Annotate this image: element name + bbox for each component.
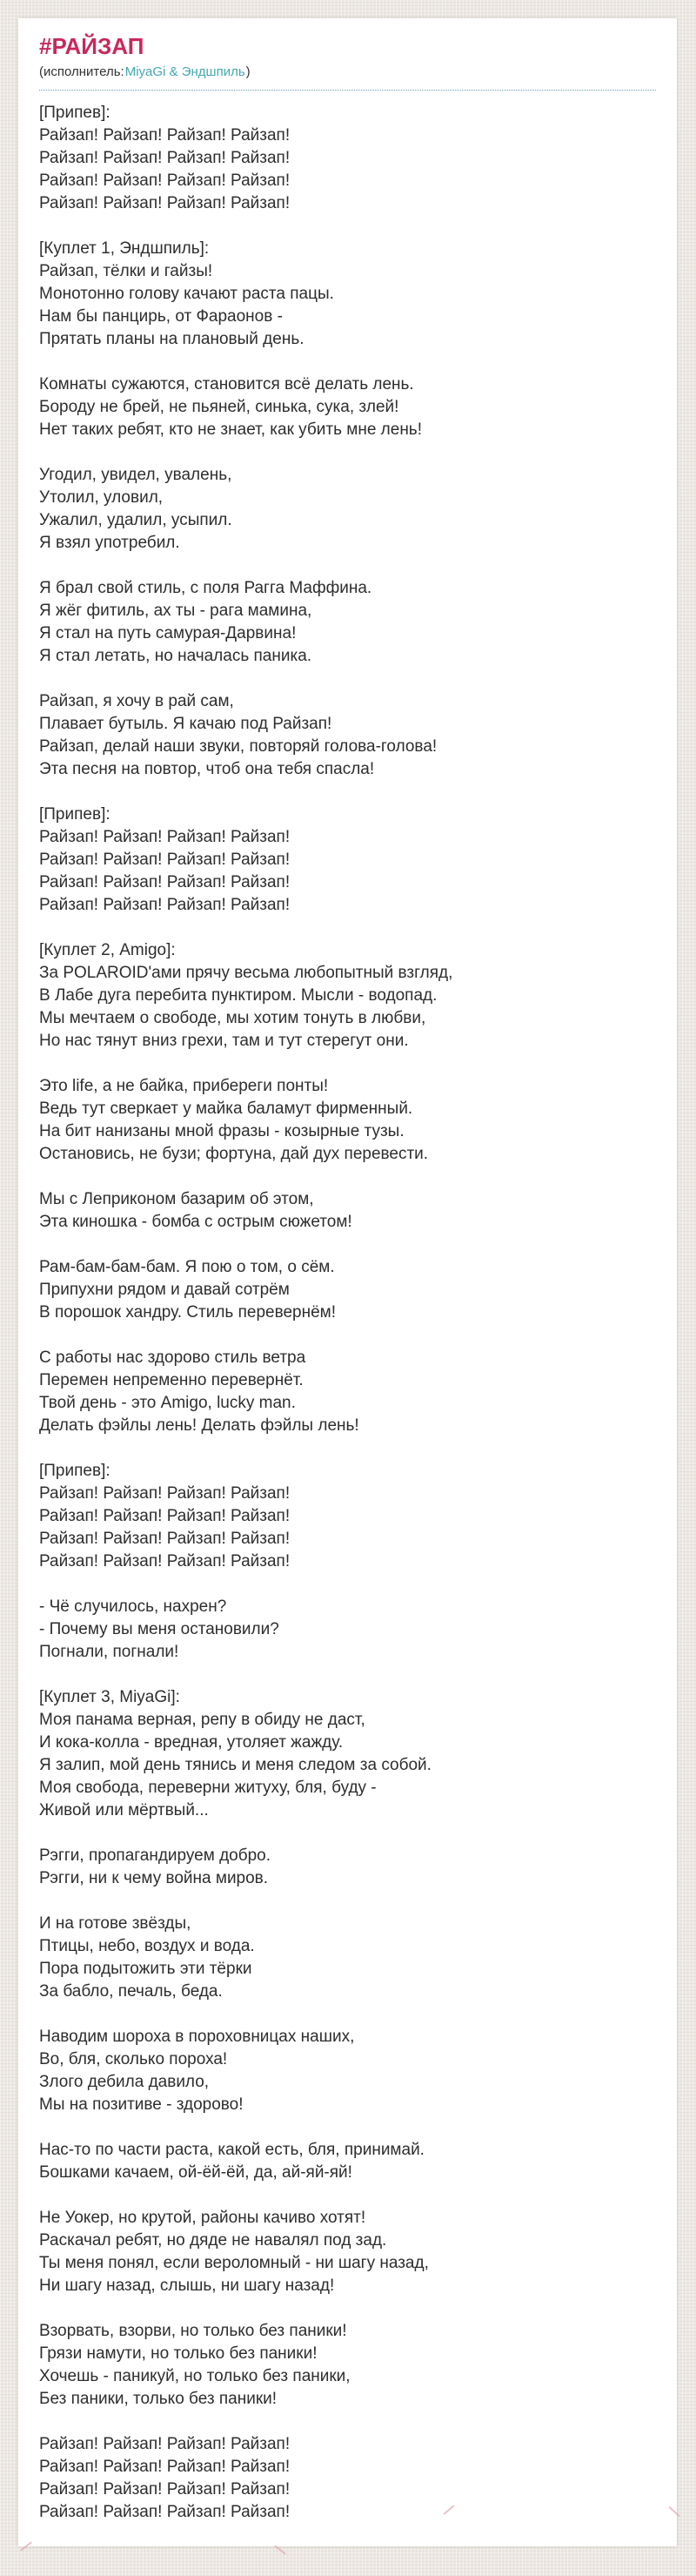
stanza	[39, 2139, 656, 2184]
lyric-line: Я брал свой стиль, с поля Рагга Маффина.	[39, 579, 372, 597]
stanza	[39, 373, 656, 441]
stanza	[39, 464, 656, 555]
lyric-line: Наводим шороха в пороховницах наших,	[39, 2028, 355, 2046]
lyric-line: Рэгги, пропагандируем добро.	[39, 1846, 271, 1865]
lyric-line: Живой или мёртвый...	[39, 1801, 209, 1819]
lyric-line: Злого дебила давило,	[39, 2073, 210, 2091]
lyric-line: Раскачал ребят, но дяде не навалял под зад.	[39, 2231, 387, 2250]
lyric-line: Я жёг фитиль, ах ты - рага мамина,	[39, 602, 312, 620]
lyric-line: Припухни рядом и давай сотрём	[39, 1281, 290, 1299]
lyric-line: Райзап! Райзап! Райзап! Райзап!	[39, 851, 291, 869]
stanza	[39, 2026, 656, 2116]
lyric-line: Остановись, не бузи; фортуна, дай дух перевести.	[39, 1145, 429, 1163]
artist-line	[39, 64, 656, 81]
lyric-line: Нет таких ребят, кто не знает, как убить мне лень!	[39, 420, 422, 439]
lyric-line: Райзап! Райзап! Райзап! Райзап!	[39, 1530, 291, 1548]
lyric-line: Райзап! Райзап! Райзап! Райзап!	[39, 1507, 291, 1525]
lyric-line: Нас-то по части раста, какой есть, бля, принимай.	[39, 2141, 425, 2159]
lyrics-text	[39, 102, 656, 2524]
lyric-line: [Припев]:	[39, 805, 110, 824]
lyric-line: С работы нас здорово стиль ветра	[39, 1349, 306, 1367]
stanza	[39, 577, 656, 668]
stanza	[39, 1188, 656, 1234]
lyric-line: Ужалил, удалил, усыпил.	[39, 511, 232, 529]
lyric-line: - Почему вы меня остановили?	[39, 1620, 279, 1638]
stanza	[39, 2433, 656, 2524]
lyric-line: Птицы, небо, воздух и вода.	[39, 1937, 255, 1955]
lyrics-card	[18, 18, 677, 2546]
lyric-line: Но нас тянут вниз грехи, там и тут стерегут они.	[39, 1032, 409, 1050]
lyric-line: Райзап! Райзап! Райзап! Райзап!	[39, 2503, 291, 2521]
lyric-line: Райзап, я хочу в рай сам,	[39, 692, 234, 710]
lyric-line: Бошками качаем, ой-ёй-ёй, да, ай-яй-яй!	[39, 2163, 352, 2182]
lyric-line: Бороду не брей, не пьяней, синька, сука, злей!	[39, 398, 399, 416]
lyric-line: Ты меня понял, если вероломный - ни шагу назад,	[39, 2254, 429, 2272]
texture-thread-mark	[274, 2545, 286, 2554]
lyric-line: [Припев]:	[39, 1462, 110, 1480]
lyric-line: Рам-бам-бам-бам. Я пою о том, о сём.	[39, 1258, 335, 1276]
lyric-line: Без паники, только без паники!	[39, 2390, 278, 2408]
lyric-line: Райзап! Райзап! Райзап! Райзап!	[39, 126, 291, 145]
lyric-line: Я залип, мой день тянись и меня следом за собой.	[39, 1756, 432, 1774]
lyric-line: Прятать планы на плановый день.	[39, 330, 304, 348]
lyric-line: И кока-колла - вредная, утоляет жажду.	[39, 1733, 344, 1752]
lyric-line: Взорвать, взорви, но только без паники!	[39, 2322, 347, 2340]
lyric-line: Райзап! Райзап! Райзап! Райзап!	[39, 1484, 291, 1503]
lyric-line: На бит нанизаны мной фразы - козырные тузы.	[39, 1122, 405, 1140]
stanza	[39, 804, 656, 917]
lyric-line: Утолил, уловил,	[39, 488, 164, 507]
lyric-line: Нам бы панцирь, от Фараонов -	[39, 307, 283, 326]
lyric-line: Эта киношка - бомба с острым сюжетом!	[39, 1213, 352, 1231]
lyric-line: За POLAROID'ами прячу весьма любопытный взгляд,	[39, 964, 453, 982]
stanza	[39, 1845, 656, 1890]
lyric-line: Это life, а не байка, прибереги понты!	[39, 1077, 329, 1095]
stanza	[39, 1596, 656, 1664]
lyric-line: Райзап! Райзап! Райзап! Райзап!	[39, 172, 291, 190]
lyric-line: - Чё случилось, нахрен?	[39, 1597, 227, 1616]
lyric-line: Погнали, погнали!	[39, 1643, 179, 1661]
lyric-line: И на готове звёзды,	[39, 1914, 191, 1933]
lyric-line: Райзап, делай наши звуки, повторяй голова-голова!	[39, 737, 438, 756]
lyric-line: Райзап! Райзап! Райзап! Райзап!	[39, 194, 291, 212]
song-title: #РАЙЗАП	[39, 33, 144, 59]
stanza	[39, 1913, 656, 2003]
artist-close-paren: )	[245, 64, 251, 79]
lyric-line: Моя панама верная, репу в обиду не даст,	[39, 1711, 365, 1729]
lyric-line: [Куплет 1, Эндшпиль]:	[39, 239, 210, 258]
lyric-line: Райзап! Райзап! Райзап! Райзап!	[39, 873, 291, 891]
lyric-line: Во, бля, сколько пороха!	[39, 2050, 228, 2068]
lyric-line: Эта песня на повтор, чтоб она тебя спасла!	[39, 760, 375, 778]
lyric-line: Я взял употребил.	[39, 534, 180, 552]
lyric-line: Райзап! Райзап! Райзап! Райзап!	[39, 149, 291, 167]
lyric-line: Плавает бутыль. Я качаю под Райзап!	[39, 715, 332, 733]
stanza	[39, 1075, 656, 1166]
lyric-line: В порошок хандру. Стиль перевернём!	[39, 1303, 336, 1322]
lyric-line: Хочешь - паникуй, но только без паники,	[39, 2367, 351, 2385]
lyric-line: Райзап! Райзап! Райзап! Райзап!	[39, 2458, 291, 2476]
lyric-line: Райзап, тёлки и гайзы!	[39, 262, 213, 280]
lyric-line: Угодил, увидел, увалень,	[39, 466, 232, 484]
stanza	[39, 1347, 656, 1437]
lyric-line: Грязи намути, но только без паники!	[39, 2344, 318, 2363]
lyric-line: Перемен непременно перевернёт.	[39, 1371, 304, 1389]
lyric-line: Я стал летать, но началась паника.	[39, 647, 312, 665]
lyric-line: Рэгги, ни к чему война миров.	[39, 1869, 269, 1887]
lyric-line: Ни шагу назад, слышь, ни шагу назад!	[39, 2277, 335, 2295]
lyric-line: Мы на позитиве - здорово!	[39, 2095, 244, 2114]
lyric-line: Райзап! Райзап! Райзап! Райзап!	[39, 1552, 291, 1570]
song-header	[39, 33, 656, 91]
artist-link[interactable]: MiyaGi & Эндшпиль	[124, 64, 245, 79]
lyric-line: Монотонно голову качают раста пацы.	[39, 285, 334, 303]
lyric-line: [Куплет 3, MiyaGi]:	[39, 1688, 180, 1706]
lyric-line: Делать фэйлы лень! Делать фэйлы лень!	[39, 1416, 359, 1435]
stanza	[39, 1686, 656, 1822]
stanza	[39, 238, 656, 351]
stanza	[39, 939, 656, 1053]
lyric-line: Моя свобода, переверни житуху, бля, буду -	[39, 1779, 377, 1797]
artist-label: (исполнитель:	[39, 64, 124, 79]
lyric-line: Мы мечтаем о свободе, мы хотим тонуть в любви,	[39, 1009, 426, 1027]
lyric-line: Не Уокер, но крутой, районы качиво хотят!	[39, 2209, 366, 2227]
lyric-line: Ведь тут сверкает у майка баламут фирменный.	[39, 1100, 413, 1118]
lyric-line: Мы с Леприконом базарим об этом,	[39, 1190, 314, 1208]
lyric-line: [Припев]:	[39, 104, 110, 122]
lyric-line: За бабло, печаль, беда.	[39, 1982, 223, 2001]
stanza	[39, 2207, 656, 2297]
lyric-line: Я стал на путь самурая-Дарвина!	[39, 624, 297, 642]
lyric-line: В Лабе дуга перебита пунктиром. Мысли - водопад.	[39, 986, 438, 1005]
lyric-line: Райзап! Райзап! Райзап! Райзап!	[39, 828, 291, 846]
lyric-line: Райзап! Райзап! Райзап! Райзап!	[39, 896, 291, 914]
lyric-line: Райзап! Райзап! Райзап! Райзап!	[39, 2480, 291, 2499]
lyric-line: Пора подытожить эти тёрки	[39, 1960, 252, 1978]
lyric-line: Комнаты сужаются, становится всё делать лень.	[39, 375, 414, 393]
stanza	[39, 690, 656, 781]
lyric-line: [Куплет 2, Amigo]:	[39, 941, 176, 959]
stanza	[39, 1256, 656, 1324]
lyric-line: Твой день - это Amigo, lucky man.	[39, 1394, 296, 1412]
stanza	[39, 1460, 656, 1573]
stanza	[39, 102, 656, 215]
lyric-line: Райзап! Райзап! Райзап! Райзап!	[39, 2435, 291, 2453]
stanza	[39, 2320, 656, 2411]
